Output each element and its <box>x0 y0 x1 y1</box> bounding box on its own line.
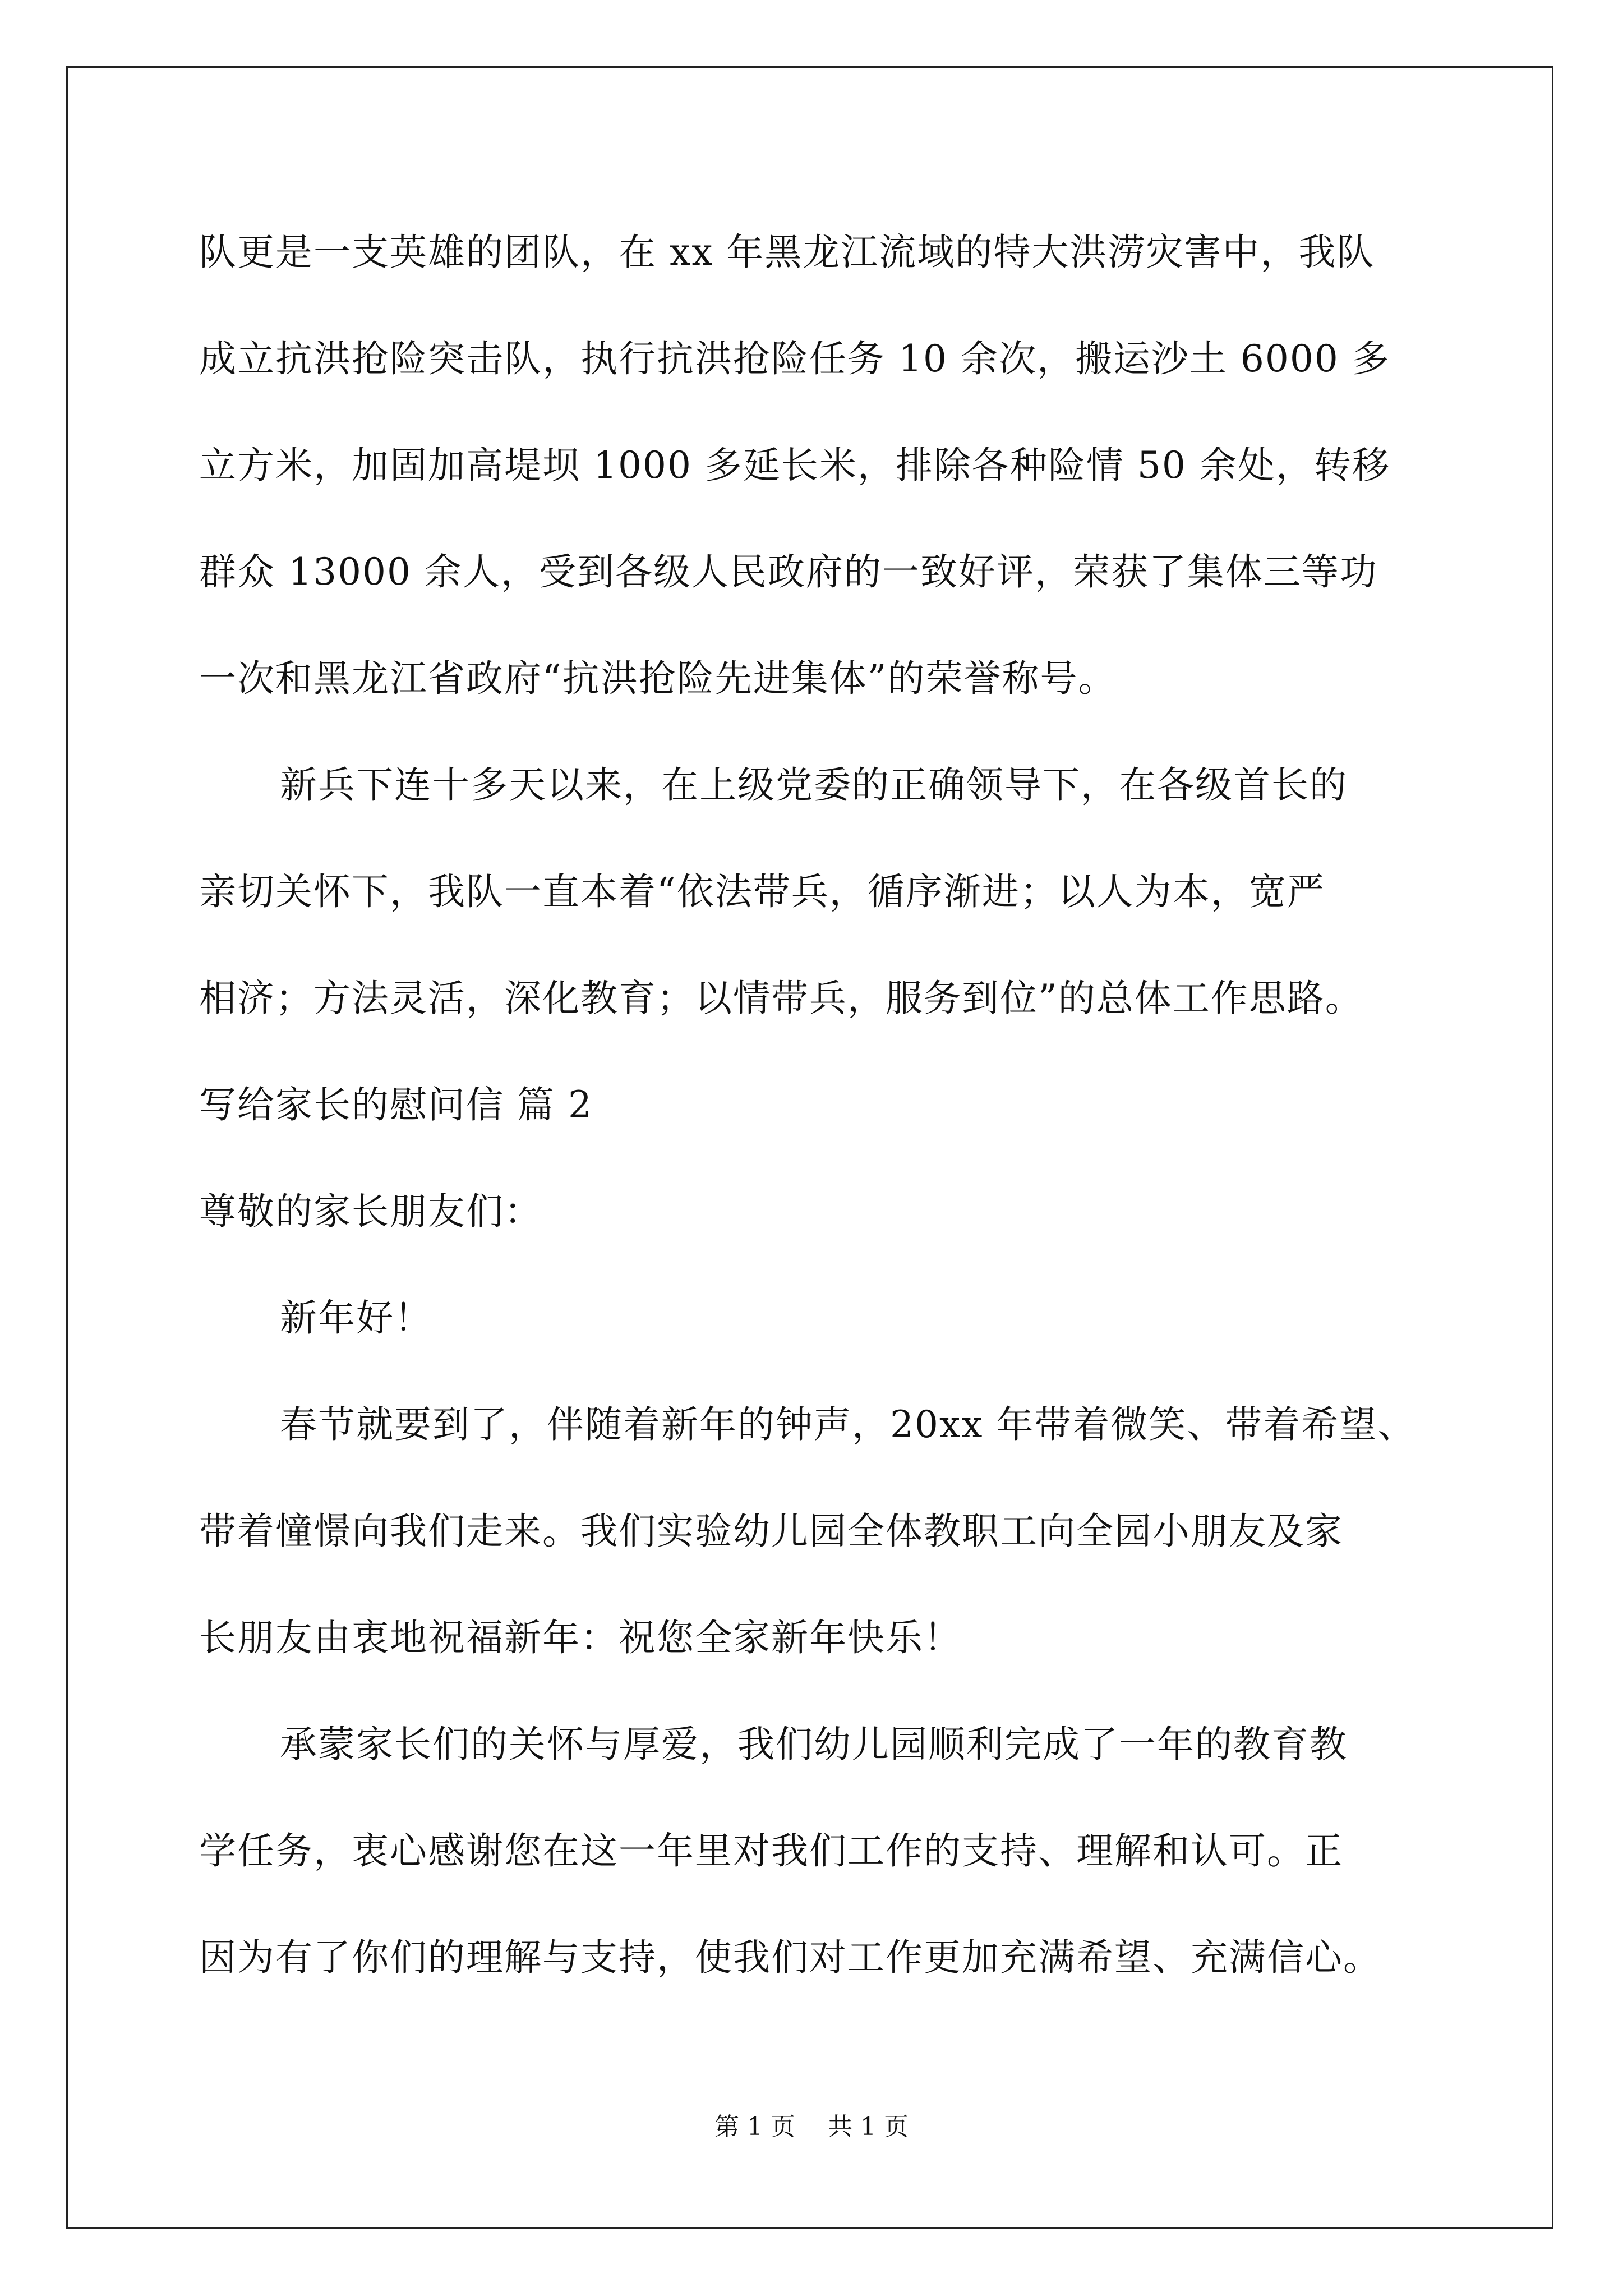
paragraph-line: 因为有了你们的理解与支持，使我们对工作更加充满希望、充满信心。 <box>199 1936 1381 1979</box>
page-number: 第 1 页 <box>714 2113 795 2141</box>
paragraph-line: 成立抗洪抢险突击队，执行抗洪抢险任务 10 余次，搬运沙土 6000 多 <box>199 337 1390 380</box>
paragraph-line: 学任务，衷心感谢您在这一年里对我们工作的支持、理解和认可。正 <box>199 1829 1343 1872</box>
paragraph-line: 新兵下连十多天以来，在上级党委的正确领导下，在各级首长的 <box>280 763 1348 807</box>
paragraph-line: 群众 13000 余人，受到各级人民政府的一致好评，荣获了集体三等功 <box>199 550 1378 593</box>
paragraph-line: 立方米，加固加高堤坝 1000 多延长米，排除各种险情 50 余处，转移 <box>199 444 1390 487</box>
paragraph-line: 春节就要到了，伴随着新年的钟声，20xx 年带着微笑、带着希望、 <box>280 1403 1416 1446</box>
section-heading: 写给家长的慰问信 篇 2 <box>199 1083 593 1126</box>
paragraph-line: 队更是一支英雄的团队，在 xx 年黑龙江流域的特大洪涝灾害中，我队 <box>199 231 1375 274</box>
salutation: 尊敬的家长朋友们： <box>199 1190 542 1233</box>
paragraph-line: 一次和黑龙江省政府“抗洪抢险先进集体”的荣誉称号。 <box>199 657 1117 700</box>
paragraph-line: 带着憧憬向我们走来。我们实验幼儿园全体教职工向全园小朋友及家 <box>199 1510 1343 1553</box>
paragraph-line: 相济；方法灵活，深化教育；以情带兵，服务到位”的总体工作思路。 <box>199 977 1363 1020</box>
paragraph-line: 长朋友由衷地祝福新年：祝您全家新年快乐！ <box>199 1616 962 1659</box>
page-count: 共 1 页 <box>828 2113 909 2141</box>
page-footer <box>0 2110 1623 2144</box>
paragraph-line: 亲切关怀下，我队一直本着“依法带兵，循序渐进；以人为本，宽严 <box>199 870 1325 913</box>
document-body <box>199 222 1422 2033</box>
paragraph-line: 承蒙家长们的关怀与厚爱，我们幼儿园顺利完成了一年的教育教 <box>280 1723 1348 1766</box>
greeting: 新年好！ <box>280 1296 432 1340</box>
